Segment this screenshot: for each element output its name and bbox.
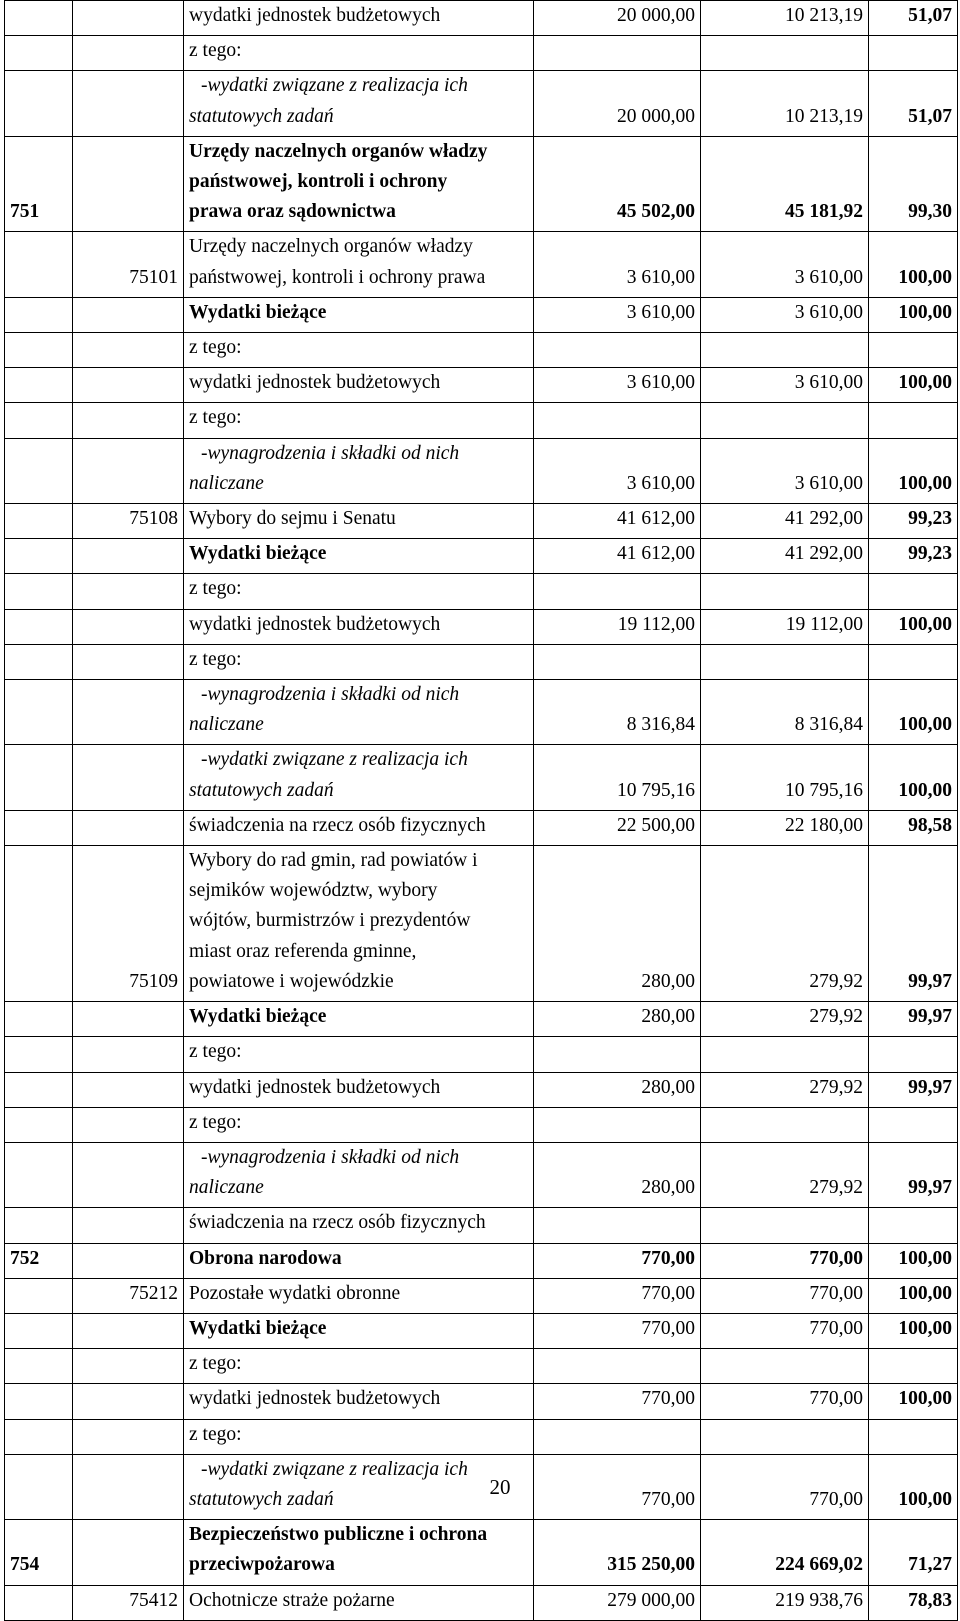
plan-amount-cell: 41 612,00 — [534, 539, 701, 574]
section-code-cell — [5, 644, 73, 679]
table-row — [5, 1520, 958, 1585]
chapter-code-cell — [73, 36, 184, 71]
table-row — [5, 232, 958, 297]
table-row — [5, 1107, 958, 1142]
plan-amount-cell: 41 612,00 — [534, 504, 701, 539]
execution-amount-cell: 3 610,00 — [701, 297, 869, 332]
plan-amount-cell: 280,00 — [534, 1142, 701, 1207]
description-line: -wydatki związane z realizacja ich — [201, 1458, 468, 1480]
plan-amount-cell — [534, 1107, 701, 1142]
description-line: -wynagrodzenia i składki od nich — [201, 442, 460, 464]
table-row — [5, 136, 958, 232]
percentage-cell: 100,00 — [869, 1313, 958, 1348]
section-code-cell — [5, 438, 73, 503]
table-row — [5, 504, 958, 539]
execution-amount-cell: 41 292,00 — [701, 539, 869, 574]
description-line: z tego: — [189, 337, 242, 359]
section-code-cell — [5, 1, 73, 36]
plan-amount-cell: 3 610,00 — [534, 438, 701, 503]
chapter-code-cell: 75212 — [73, 1278, 184, 1313]
chapter-code-cell — [73, 297, 184, 332]
plan-amount-cell: 280,00 — [534, 846, 701, 1002]
description-cell — [184, 504, 534, 539]
section-code-cell — [5, 1072, 73, 1107]
percentage-cell: 99,30 — [869, 136, 958, 232]
plan-amount-cell — [534, 1037, 701, 1072]
description-line: Pozostałe wydatki obronne — [189, 1282, 401, 1304]
table-row — [5, 644, 958, 679]
section-code-cell — [5, 1208, 73, 1243]
section-code-cell — [5, 539, 73, 574]
description-cell — [184, 297, 534, 332]
table-row — [5, 1349, 958, 1384]
percentage-cell — [869, 644, 958, 679]
chapter-code-cell — [73, 1384, 184, 1419]
description-line: Urzędy naczelnych organów władzy — [189, 140, 488, 162]
section-code-cell — [5, 36, 73, 71]
description-line: Wydatki bieżące — [189, 543, 327, 565]
description-line: państwowej, kontroli i ochrony — [189, 171, 448, 193]
execution-amount-cell: 10 213,19 — [701, 71, 869, 136]
execution-amount-cell: 22 180,00 — [701, 810, 869, 845]
chapter-code-cell — [73, 368, 184, 403]
description-cell — [184, 1208, 534, 1243]
chapter-code-cell — [73, 1208, 184, 1243]
section-code-cell — [5, 810, 73, 845]
execution-amount-cell: 279,92 — [701, 1072, 869, 1107]
chapter-code-cell — [73, 1107, 184, 1142]
description-line: statutowych zadań — [189, 1488, 334, 1510]
execution-amount-cell: 41 292,00 — [701, 504, 869, 539]
plan-amount-cell: 315 250,00 — [534, 1520, 701, 1585]
plan-amount-cell: 279 000,00 — [534, 1585, 701, 1620]
execution-amount-cell — [701, 574, 869, 609]
plan-amount-cell — [534, 36, 701, 71]
description-cell — [184, 1384, 534, 1419]
section-code-cell — [5, 680, 73, 745]
percentage-cell: 100,00 — [869, 1454, 958, 1519]
chapter-code-cell — [73, 1002, 184, 1037]
execution-amount-cell: 219 938,76 — [701, 1585, 869, 1620]
description-cell — [184, 232, 534, 297]
plan-amount-cell — [534, 574, 701, 609]
execution-amount-cell — [701, 1349, 869, 1384]
section-code-cell — [5, 71, 73, 136]
table-row — [5, 1278, 958, 1313]
chapter-code-cell — [73, 333, 184, 368]
description-line: z tego: — [189, 40, 242, 62]
chapter-code-cell — [73, 539, 184, 574]
plan-amount-cell — [534, 644, 701, 679]
description-line: -wynagrodzenia i składki od nich — [201, 1146, 460, 1168]
description-line: statutowych zadań — [189, 779, 334, 801]
description-line: -wydatki związane z realizacja ich — [201, 75, 468, 97]
percentage-cell — [869, 1349, 958, 1384]
table-row — [5, 1002, 958, 1037]
execution-amount-cell — [701, 36, 869, 71]
chapter-code-cell — [73, 438, 184, 503]
description-cell — [184, 1072, 534, 1107]
description-line: wydatki jednostek budżetowych — [189, 5, 441, 26]
execution-amount-cell: 279,92 — [701, 1142, 869, 1207]
description-cell — [184, 846, 534, 1002]
description-line: Ochotnicze straże pożarne — [189, 1589, 395, 1611]
section-code-cell: 754 — [5, 1520, 73, 1585]
execution-amount-cell: 770,00 — [701, 1278, 869, 1313]
execution-amount-cell — [701, 333, 869, 368]
percentage-cell: 99,97 — [869, 846, 958, 1002]
section-code-cell — [5, 1142, 73, 1207]
section-code-cell — [5, 504, 73, 539]
table-row — [5, 846, 958, 1002]
execution-amount-cell: 19 112,00 — [701, 609, 869, 644]
percentage-cell: 51,07 — [869, 71, 958, 136]
percentage-cell: 100,00 — [869, 1278, 958, 1313]
description-line: Wydatki bieżące — [189, 1006, 327, 1028]
plan-amount-cell: 3 610,00 — [534, 232, 701, 297]
table-row — [5, 1384, 958, 1419]
plan-amount-cell: 45 502,00 — [534, 136, 701, 232]
description-line: państwowej, kontroli i ochrony prawa — [189, 266, 486, 288]
percentage-cell: 99,23 — [869, 504, 958, 539]
description-cell — [184, 1002, 534, 1037]
percentage-cell — [869, 1037, 958, 1072]
percentage-cell: 99,97 — [869, 1072, 958, 1107]
percentage-cell: 100,00 — [869, 609, 958, 644]
execution-amount-cell: 770,00 — [701, 1313, 869, 1348]
percentage-cell — [869, 403, 958, 438]
plan-amount-cell — [534, 403, 701, 438]
description-line: z tego: — [189, 1041, 242, 1063]
chapter-code-cell — [73, 1419, 184, 1454]
execution-amount-cell: 770,00 — [701, 1454, 869, 1519]
percentage-cell — [869, 1208, 958, 1243]
percentage-cell — [869, 1419, 958, 1454]
description-line: Wydatki bieżące — [189, 301, 327, 323]
chapter-code-cell — [73, 1520, 184, 1585]
description-line: -wynagrodzenia i składki od nich — [201, 684, 460, 706]
execution-amount-cell: 279,92 — [701, 1002, 869, 1037]
execution-amount-cell: 279,92 — [701, 846, 869, 1002]
description-line: wójtów, burmistrzów i prezydentów — [189, 910, 471, 932]
chapter-code-cell — [73, 1142, 184, 1207]
table-row — [5, 333, 958, 368]
section-code-cell — [5, 403, 73, 438]
description-cell — [184, 810, 534, 845]
section-code-cell: 751 — [5, 136, 73, 232]
table-row — [5, 368, 958, 403]
execution-amount-cell: 10 213,19 — [701, 1, 869, 36]
plan-amount-cell — [534, 1208, 701, 1243]
description-line: z tego: — [189, 1353, 242, 1375]
chapter-code-cell — [73, 680, 184, 745]
plan-amount-cell: 10 795,16 — [534, 745, 701, 810]
chapter-code-cell — [73, 810, 184, 845]
description-cell — [184, 1585, 534, 1620]
percentage-cell — [869, 1107, 958, 1142]
description-line: przeciwpożarowa — [189, 1554, 335, 1576]
description-cell — [184, 745, 534, 810]
chapter-code-cell — [73, 609, 184, 644]
execution-amount-cell: 10 795,16 — [701, 745, 869, 810]
description-line: powiatowe i wojewódzkie — [189, 970, 394, 992]
table-row — [5, 574, 958, 609]
table-row — [5, 1037, 958, 1072]
description-line: Wydatki bieżące — [189, 1317, 327, 1339]
plan-amount-cell: 3 610,00 — [534, 368, 701, 403]
description-line: z tego: — [189, 1423, 242, 1445]
percentage-cell: 100,00 — [869, 1243, 958, 1278]
plan-amount-cell: 770,00 — [534, 1278, 701, 1313]
description-line: Obrona narodowa — [189, 1247, 342, 1269]
table-row — [5, 539, 958, 574]
description-line: statutowych zadań — [189, 105, 334, 127]
table-row — [5, 71, 958, 136]
section-code-cell — [5, 1037, 73, 1072]
table-row — [5, 36, 958, 71]
percentage-cell — [869, 36, 958, 71]
section-code-cell — [5, 1002, 73, 1037]
section-code-cell — [5, 333, 73, 368]
execution-amount-cell — [701, 403, 869, 438]
plan-amount-cell: 770,00 — [534, 1313, 701, 1348]
section-code-cell — [5, 1419, 73, 1454]
description-cell — [184, 680, 534, 745]
description-line: Bezpieczeństwo publiczne i ochrona — [189, 1524, 488, 1546]
plan-amount-cell: 19 112,00 — [534, 609, 701, 644]
description-cell — [184, 1, 534, 36]
table-row — [5, 609, 958, 644]
description-line: wydatki jednostek budżetowych — [189, 613, 441, 635]
percentage-cell: 100,00 — [869, 745, 958, 810]
percentage-cell: 51,07 — [869, 1, 958, 36]
table-row — [5, 1419, 958, 1454]
section-code-cell — [5, 232, 73, 297]
execution-amount-cell: 45 181,92 — [701, 136, 869, 232]
chapter-code-cell — [73, 1, 184, 36]
percentage-cell: 99,97 — [869, 1142, 958, 1207]
plan-amount-cell — [534, 1419, 701, 1454]
chapter-code-cell — [73, 71, 184, 136]
description-line: naliczane — [189, 714, 264, 736]
percentage-cell: 100,00 — [869, 368, 958, 403]
description-line: Wybory do rad gmin, rad powiatów i — [189, 850, 478, 872]
description-cell — [184, 609, 534, 644]
description-cell — [184, 1037, 534, 1072]
percentage-cell — [869, 574, 958, 609]
table-row — [5, 1313, 958, 1348]
section-code-cell — [5, 1313, 73, 1348]
chapter-code-cell — [73, 1243, 184, 1278]
description-cell — [184, 36, 534, 71]
table-row — [5, 1142, 958, 1207]
plan-amount-cell: 20 000,00 — [534, 71, 701, 136]
execution-amount-cell: 770,00 — [701, 1384, 869, 1419]
percentage-cell: 78,83 — [869, 1585, 958, 1620]
chapter-code-cell — [73, 1072, 184, 1107]
description-line: sejmików województw, wybory — [189, 880, 438, 902]
plan-amount-cell: 770,00 — [534, 1454, 701, 1519]
section-code-cell — [5, 1384, 73, 1419]
budget-expenditure-table — [4, 0, 958, 1621]
percentage-cell: 98,58 — [869, 810, 958, 845]
execution-amount-cell — [701, 644, 869, 679]
table-row — [5, 297, 958, 332]
description-cell — [184, 1278, 534, 1313]
description-line: świadczenia na rzecz osób fizycznych — [189, 1212, 486, 1234]
execution-amount-cell — [701, 1208, 869, 1243]
section-code-cell — [5, 609, 73, 644]
description-cell — [184, 539, 534, 574]
description-line: naliczane — [189, 1177, 264, 1199]
description-cell — [184, 438, 534, 503]
description-line: miast oraz referenda gminne, — [189, 940, 417, 962]
section-code-cell — [5, 846, 73, 1002]
plan-amount-cell — [534, 1349, 701, 1384]
percentage-cell — [869, 333, 958, 368]
chapter-code-cell — [73, 644, 184, 679]
execution-amount-cell — [701, 1037, 869, 1072]
description-cell — [184, 71, 534, 136]
section-code-cell — [5, 745, 73, 810]
description-line: wydatki jednostek budżetowych — [189, 372, 441, 394]
chapter-code-cell — [73, 574, 184, 609]
percentage-cell: 100,00 — [869, 438, 958, 503]
description-cell — [184, 644, 534, 679]
chapter-code-cell — [73, 1313, 184, 1348]
description-line: Wybory do sejmu i Senatu — [189, 508, 396, 530]
table-row — [5, 1208, 958, 1243]
table-row — [5, 1072, 958, 1107]
chapter-code-cell: 75101 — [73, 232, 184, 297]
description-line: z tego: — [189, 648, 242, 670]
description-cell — [184, 1142, 534, 1207]
section-code-cell — [5, 368, 73, 403]
description-cell — [184, 333, 534, 368]
chapter-code-cell: 75108 — [73, 504, 184, 539]
plan-amount-cell — [534, 333, 701, 368]
description-line: -wydatki związane z realizacja ich — [201, 749, 468, 771]
chapter-code-cell: 75109 — [73, 846, 184, 1002]
description-cell — [184, 368, 534, 403]
section-code-cell — [5, 297, 73, 332]
section-code-cell: 752 — [5, 1243, 73, 1278]
execution-amount-cell — [701, 1107, 869, 1142]
description-cell — [184, 1243, 534, 1278]
description-cell — [184, 136, 534, 232]
table-row — [5, 680, 958, 745]
section-code-cell — [5, 1107, 73, 1142]
section-code-cell — [5, 1349, 73, 1384]
chapter-code-cell: 75412 — [73, 1585, 184, 1620]
execution-amount-cell: 770,00 — [701, 1243, 869, 1278]
table-row — [5, 1, 958, 36]
description-line: z tego: — [189, 407, 242, 429]
plan-amount-cell: 280,00 — [534, 1002, 701, 1037]
plan-amount-cell: 3 610,00 — [534, 297, 701, 332]
description-line: naliczane — [189, 472, 264, 494]
table-row — [5, 745, 958, 810]
plan-amount-cell: 20 000,00 — [534, 1, 701, 36]
execution-amount-cell: 224 669,02 — [701, 1520, 869, 1585]
execution-amount-cell: 3 610,00 — [701, 368, 869, 403]
execution-amount-cell: 3 610,00 — [701, 438, 869, 503]
percentage-cell: 100,00 — [869, 680, 958, 745]
description-cell — [184, 1107, 534, 1142]
table-row — [5, 810, 958, 845]
execution-amount-cell: 8 316,84 — [701, 680, 869, 745]
page-number: 20 — [489, 1475, 511, 1499]
percentage-cell: 100,00 — [869, 232, 958, 297]
description-cell — [184, 1313, 534, 1348]
description-cell — [184, 1520, 534, 1585]
percentage-cell: 100,00 — [869, 297, 958, 332]
chapter-code-cell — [73, 745, 184, 810]
percentage-cell: 99,23 — [869, 539, 958, 574]
chapter-code-cell — [73, 403, 184, 438]
description-line: z tego: — [189, 1111, 242, 1133]
chapter-code-cell — [73, 1349, 184, 1384]
percentage-cell: 71,27 — [869, 1520, 958, 1585]
percentage-cell: 99,97 — [869, 1002, 958, 1037]
plan-amount-cell: 770,00 — [534, 1243, 701, 1278]
description-line: prawa oraz sądownictwa — [189, 201, 396, 223]
table-row — [5, 438, 958, 503]
plan-amount-cell: 22 500,00 — [534, 810, 701, 845]
description-cell — [184, 574, 534, 609]
percentage-cell: 100,00 — [869, 1384, 958, 1419]
table-row — [5, 1585, 958, 1620]
description-line: świadczenia na rzecz osób fizycznych — [189, 814, 486, 836]
execution-amount-cell — [701, 1419, 869, 1454]
plan-amount-cell: 280,00 — [534, 1072, 701, 1107]
description-line: wydatki jednostek budżetowych — [189, 1388, 441, 1410]
description-cell — [184, 1349, 534, 1384]
section-code-cell — [5, 1585, 73, 1620]
plan-amount-cell: 8 316,84 — [534, 680, 701, 745]
description-line: z tego: — [189, 578, 242, 600]
table-row — [5, 1243, 958, 1278]
chapter-code-cell — [73, 1037, 184, 1072]
table-row — [5, 403, 958, 438]
execution-amount-cell: 3 610,00 — [701, 232, 869, 297]
description-line: Urzędy naczelnych organów władzy — [189, 236, 473, 258]
description-line: wydatki jednostek budżetowych — [189, 1076, 441, 1098]
description-cell — [184, 403, 534, 438]
section-code-cell — [5, 1278, 73, 1313]
table-body — [5, 1, 958, 1621]
description-cell — [184, 1419, 534, 1454]
plan-amount-cell: 770,00 — [534, 1384, 701, 1419]
section-code-cell — [5, 574, 73, 609]
chapter-code-cell — [73, 136, 184, 232]
